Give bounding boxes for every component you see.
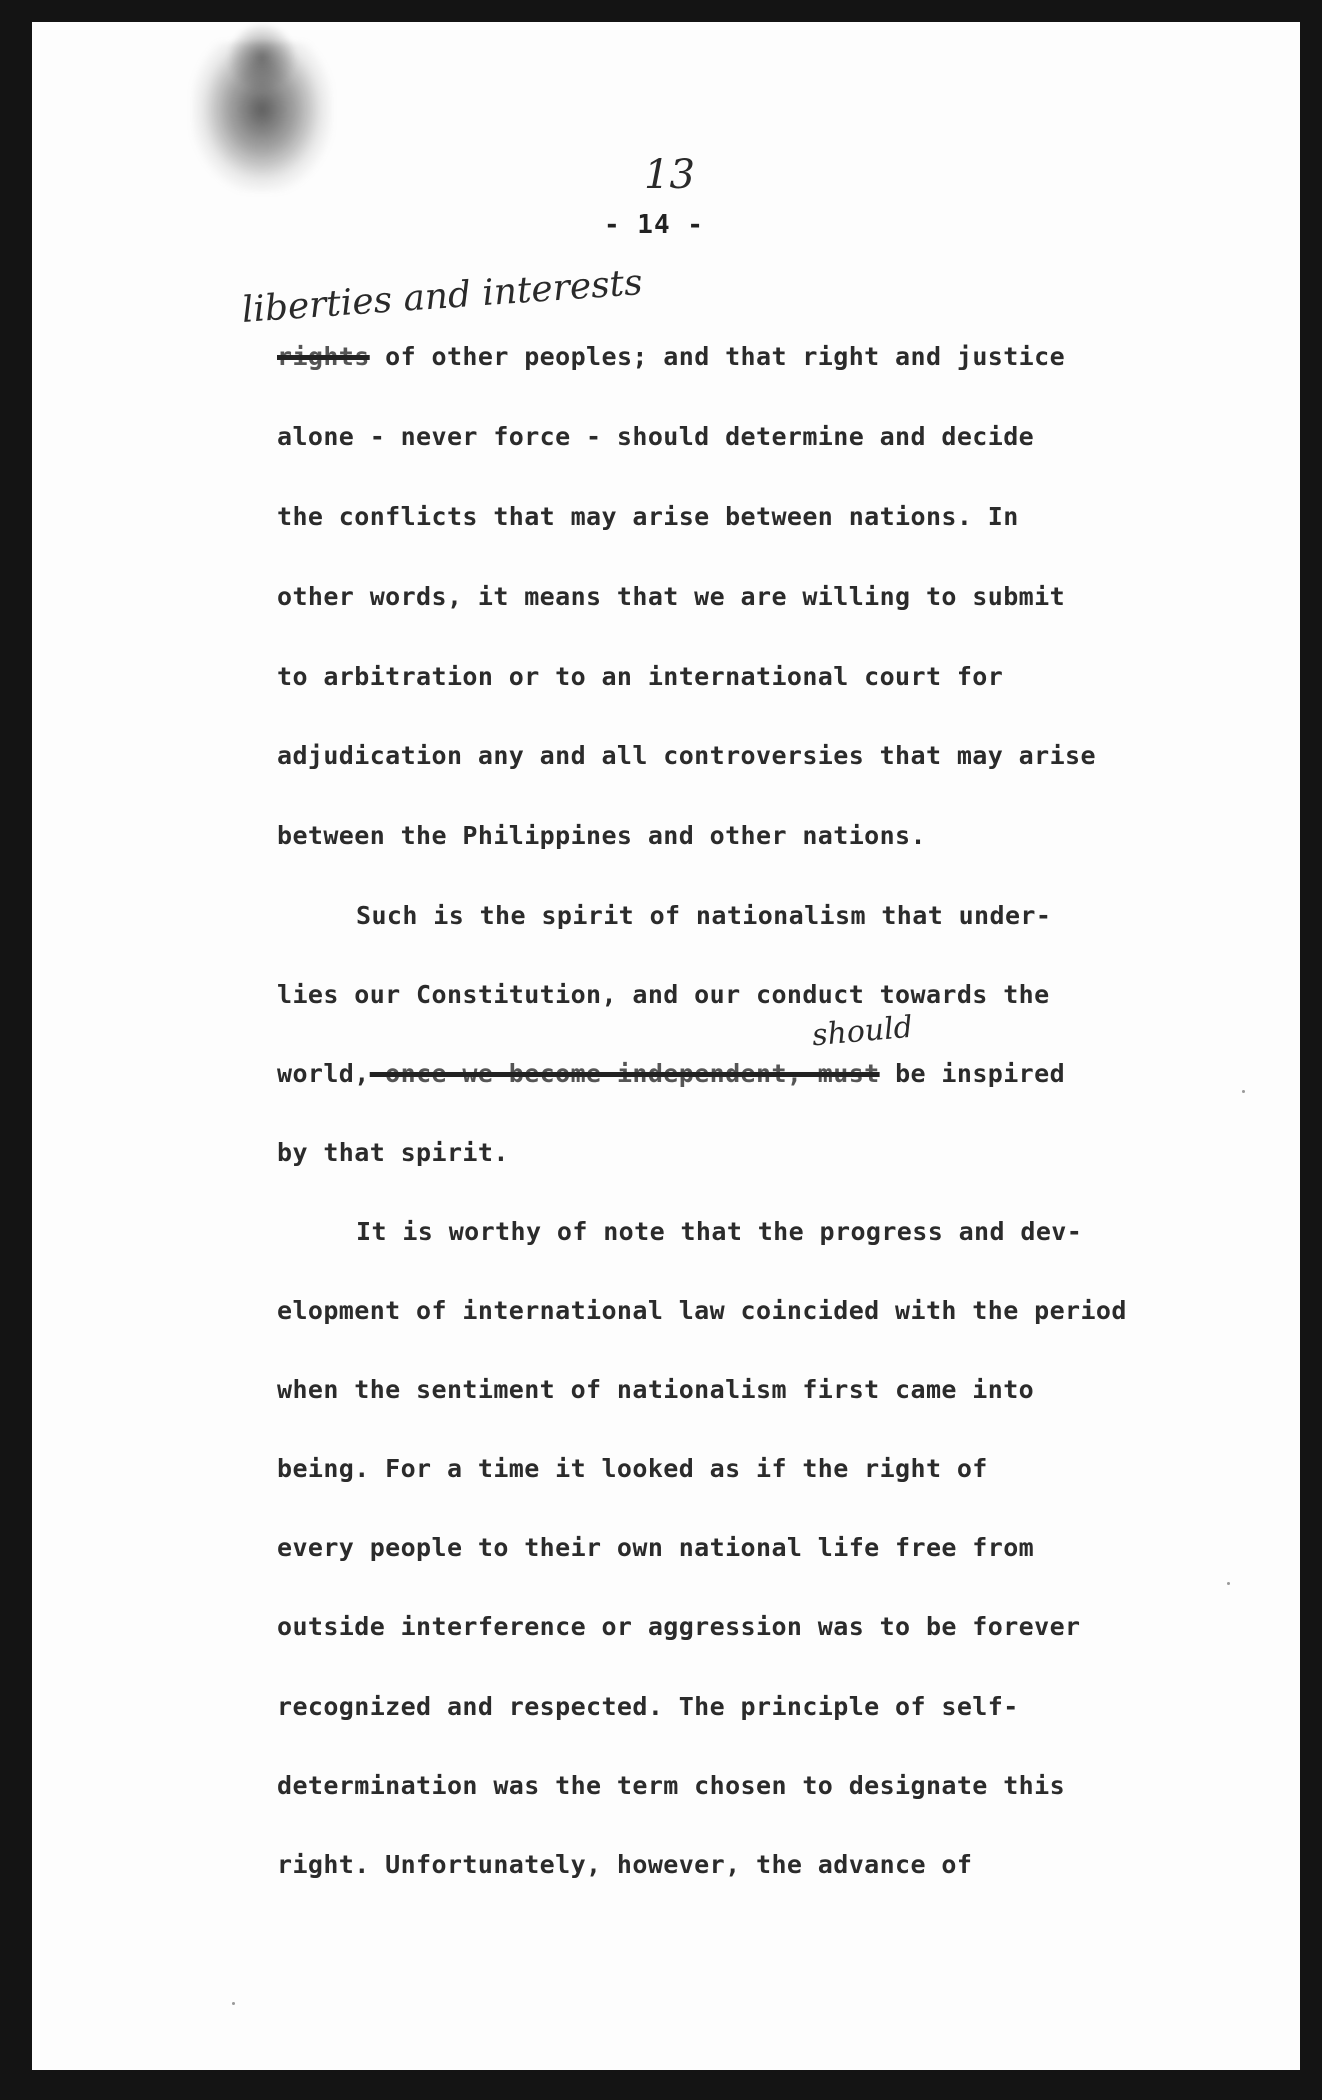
speck: [232, 2002, 235, 2005]
text-line-12: It is worthy of note that the progress and dev-: [356, 1217, 1083, 1246]
text-line-10: [277, 1059, 1065, 1088]
text-line-7: between the Philippines and other nations.: [277, 821, 926, 850]
text-line-6: adjudication any and all controversies that may arise: [277, 741, 1096, 770]
text-line-8: Such is the spirit of nationalism that under-: [356, 901, 1052, 930]
page-number: - 14 -: [604, 210, 704, 240]
text-line-14: when the sentiment of nationalism first came into: [277, 1375, 1035, 1404]
text-line-3: the conflicts that may arise between nations. In: [277, 502, 1019, 531]
text-line-15: being. For a time it looked as if the right of: [277, 1454, 988, 1483]
speck: [1227, 1582, 1230, 1585]
ink-smudge-top: [227, 22, 297, 92]
text-line-18: recognized and respected. The principle of self-: [277, 1692, 1019, 1721]
handwritten-insertion: liberties and interests: [240, 262, 644, 331]
text-line-1: [277, 342, 1065, 371]
line-text: of other peoples; and that right and justice: [369, 342, 1066, 371]
document-page: [32, 22, 1300, 2070]
text-line-16: every people to their own national life free from: [277, 1533, 1035, 1562]
text-line-13: elopment of international law coincided with the period: [277, 1296, 1127, 1325]
text-line-9: lies our Constitution, and our conduct towards the: [277, 980, 1050, 1009]
speck: [1242, 1090, 1245, 1093]
struck-word: rights: [277, 342, 370, 371]
handwritten-insertion-should: should: [810, 1009, 915, 1054]
text-line-20: right. Unfortunately, however, the advance of: [277, 1850, 973, 1879]
text-line-19: determination was the term chosen to designate this: [277, 1771, 1066, 1800]
text-line-5: to arbitration or to an international court for: [277, 662, 1004, 691]
line-text-pre: world,: [277, 1059, 370, 1088]
handwritten-page-number: 13: [644, 152, 695, 198]
line-text: be inspired: [879, 1059, 1066, 1088]
text-line-4: other words, it means that we are willing to submit: [277, 582, 1066, 611]
text-line-2: alone - never force - should determine and decide: [277, 422, 1035, 451]
struck-phrase: once we become independent, must: [369, 1059, 880, 1088]
text-line-11: by that spirit.: [277, 1138, 509, 1167]
text-line-17: outside interference or aggression was to be forever: [277, 1612, 1081, 1641]
